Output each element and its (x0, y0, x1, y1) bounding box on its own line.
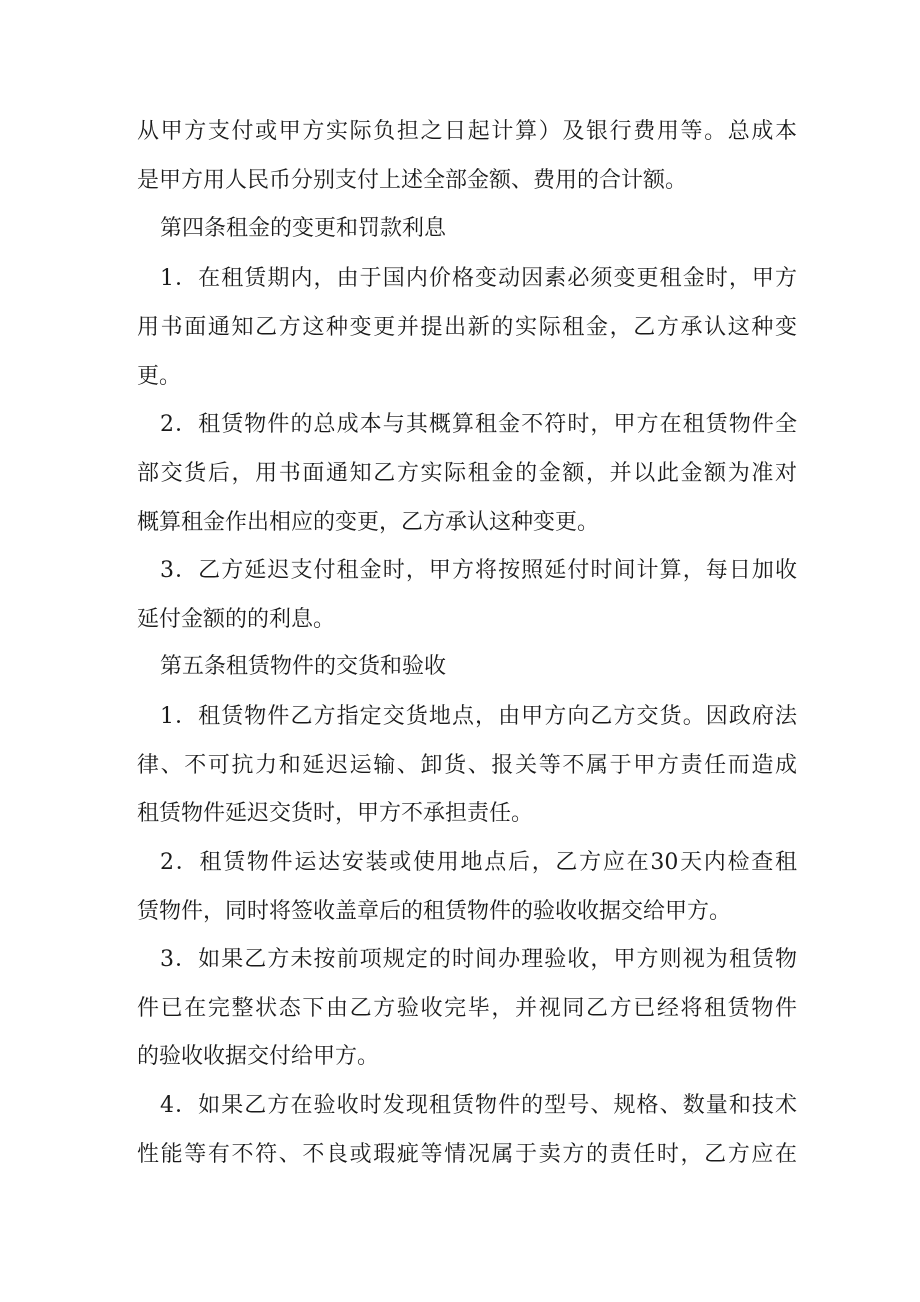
paragraph-line: 2．租赁物件运达安装或使用地点后，乙方应在30天内检查租 (160, 850, 797, 875)
paragraph-line: 件已在完整状态下由乙方验收完毕，并视同乙方已经将租赁物件 (137, 996, 797, 1021)
paragraph-line: 性能等有不符、不良或瑕疵等情况属于卖方的责任时，乙方应在 (137, 1142, 797, 1167)
paragraph-line: 赁物件，同时将签收盖章后的租赁物件的验收收据交给甲方。 (137, 899, 732, 924)
paragraph-line: 1．租赁物件乙方指定交货地点，由甲方向乙方交货。因政府法 (160, 704, 797, 729)
paragraph-line: 3．如果乙方未按前项规定的时间办理验收，甲方则视为租赁物 (160, 947, 797, 972)
paragraph-line: 是甲方用人民币分别支付上述全部金额、费用的合计额。 (137, 168, 688, 193)
paragraph-line: 用书面通知乙方这种变更并提出新的实际租金，乙方承认这种变 (137, 315, 797, 340)
paragraph-line: 部交货后，用书面通知乙方实际租金的金额，并以此金额为准对 (137, 461, 797, 486)
paragraph-line: 概算租金作出相应的变更，乙方承认这种变更。 (137, 510, 600, 535)
paragraph-line: 从甲方支付或甲方实际负担之日起计算）及银行费用等。总成本 (137, 119, 797, 144)
paragraph-line: 4．如果乙方在验收时发现租赁物件的型号、规格、数量和技术 (160, 1093, 797, 1118)
paragraph-line: 律、不可抗力和延迟运输、卸货、报关等不属于甲方责任而造成 (137, 753, 797, 778)
section-heading: 第四条租金的变更和罚款利息 (160, 216, 447, 241)
paragraph-line: 2．租赁物件的总成本与其概算租金不符时，甲方在租赁物件全 (160, 412, 797, 437)
paragraph-line: 的验收收据交付给甲方。 (137, 1044, 380, 1069)
paragraph-line: 更。 (137, 364, 182, 389)
paragraph-line: 延付金额的的利息。 (137, 607, 336, 632)
paragraph-line: 1．在租赁期内，由于国内价格变动因素必须变更租金时，甲方 (160, 266, 797, 291)
paragraph-line: 租赁物件延迟交货时，甲方不承担责任。 (137, 801, 534, 826)
paragraph-line: 3．乙方延迟支付租金时，甲方将按照延付时间计算，每日加收 (160, 558, 797, 583)
section-heading: 第五条租赁物件的交货和验收 (160, 654, 447, 679)
